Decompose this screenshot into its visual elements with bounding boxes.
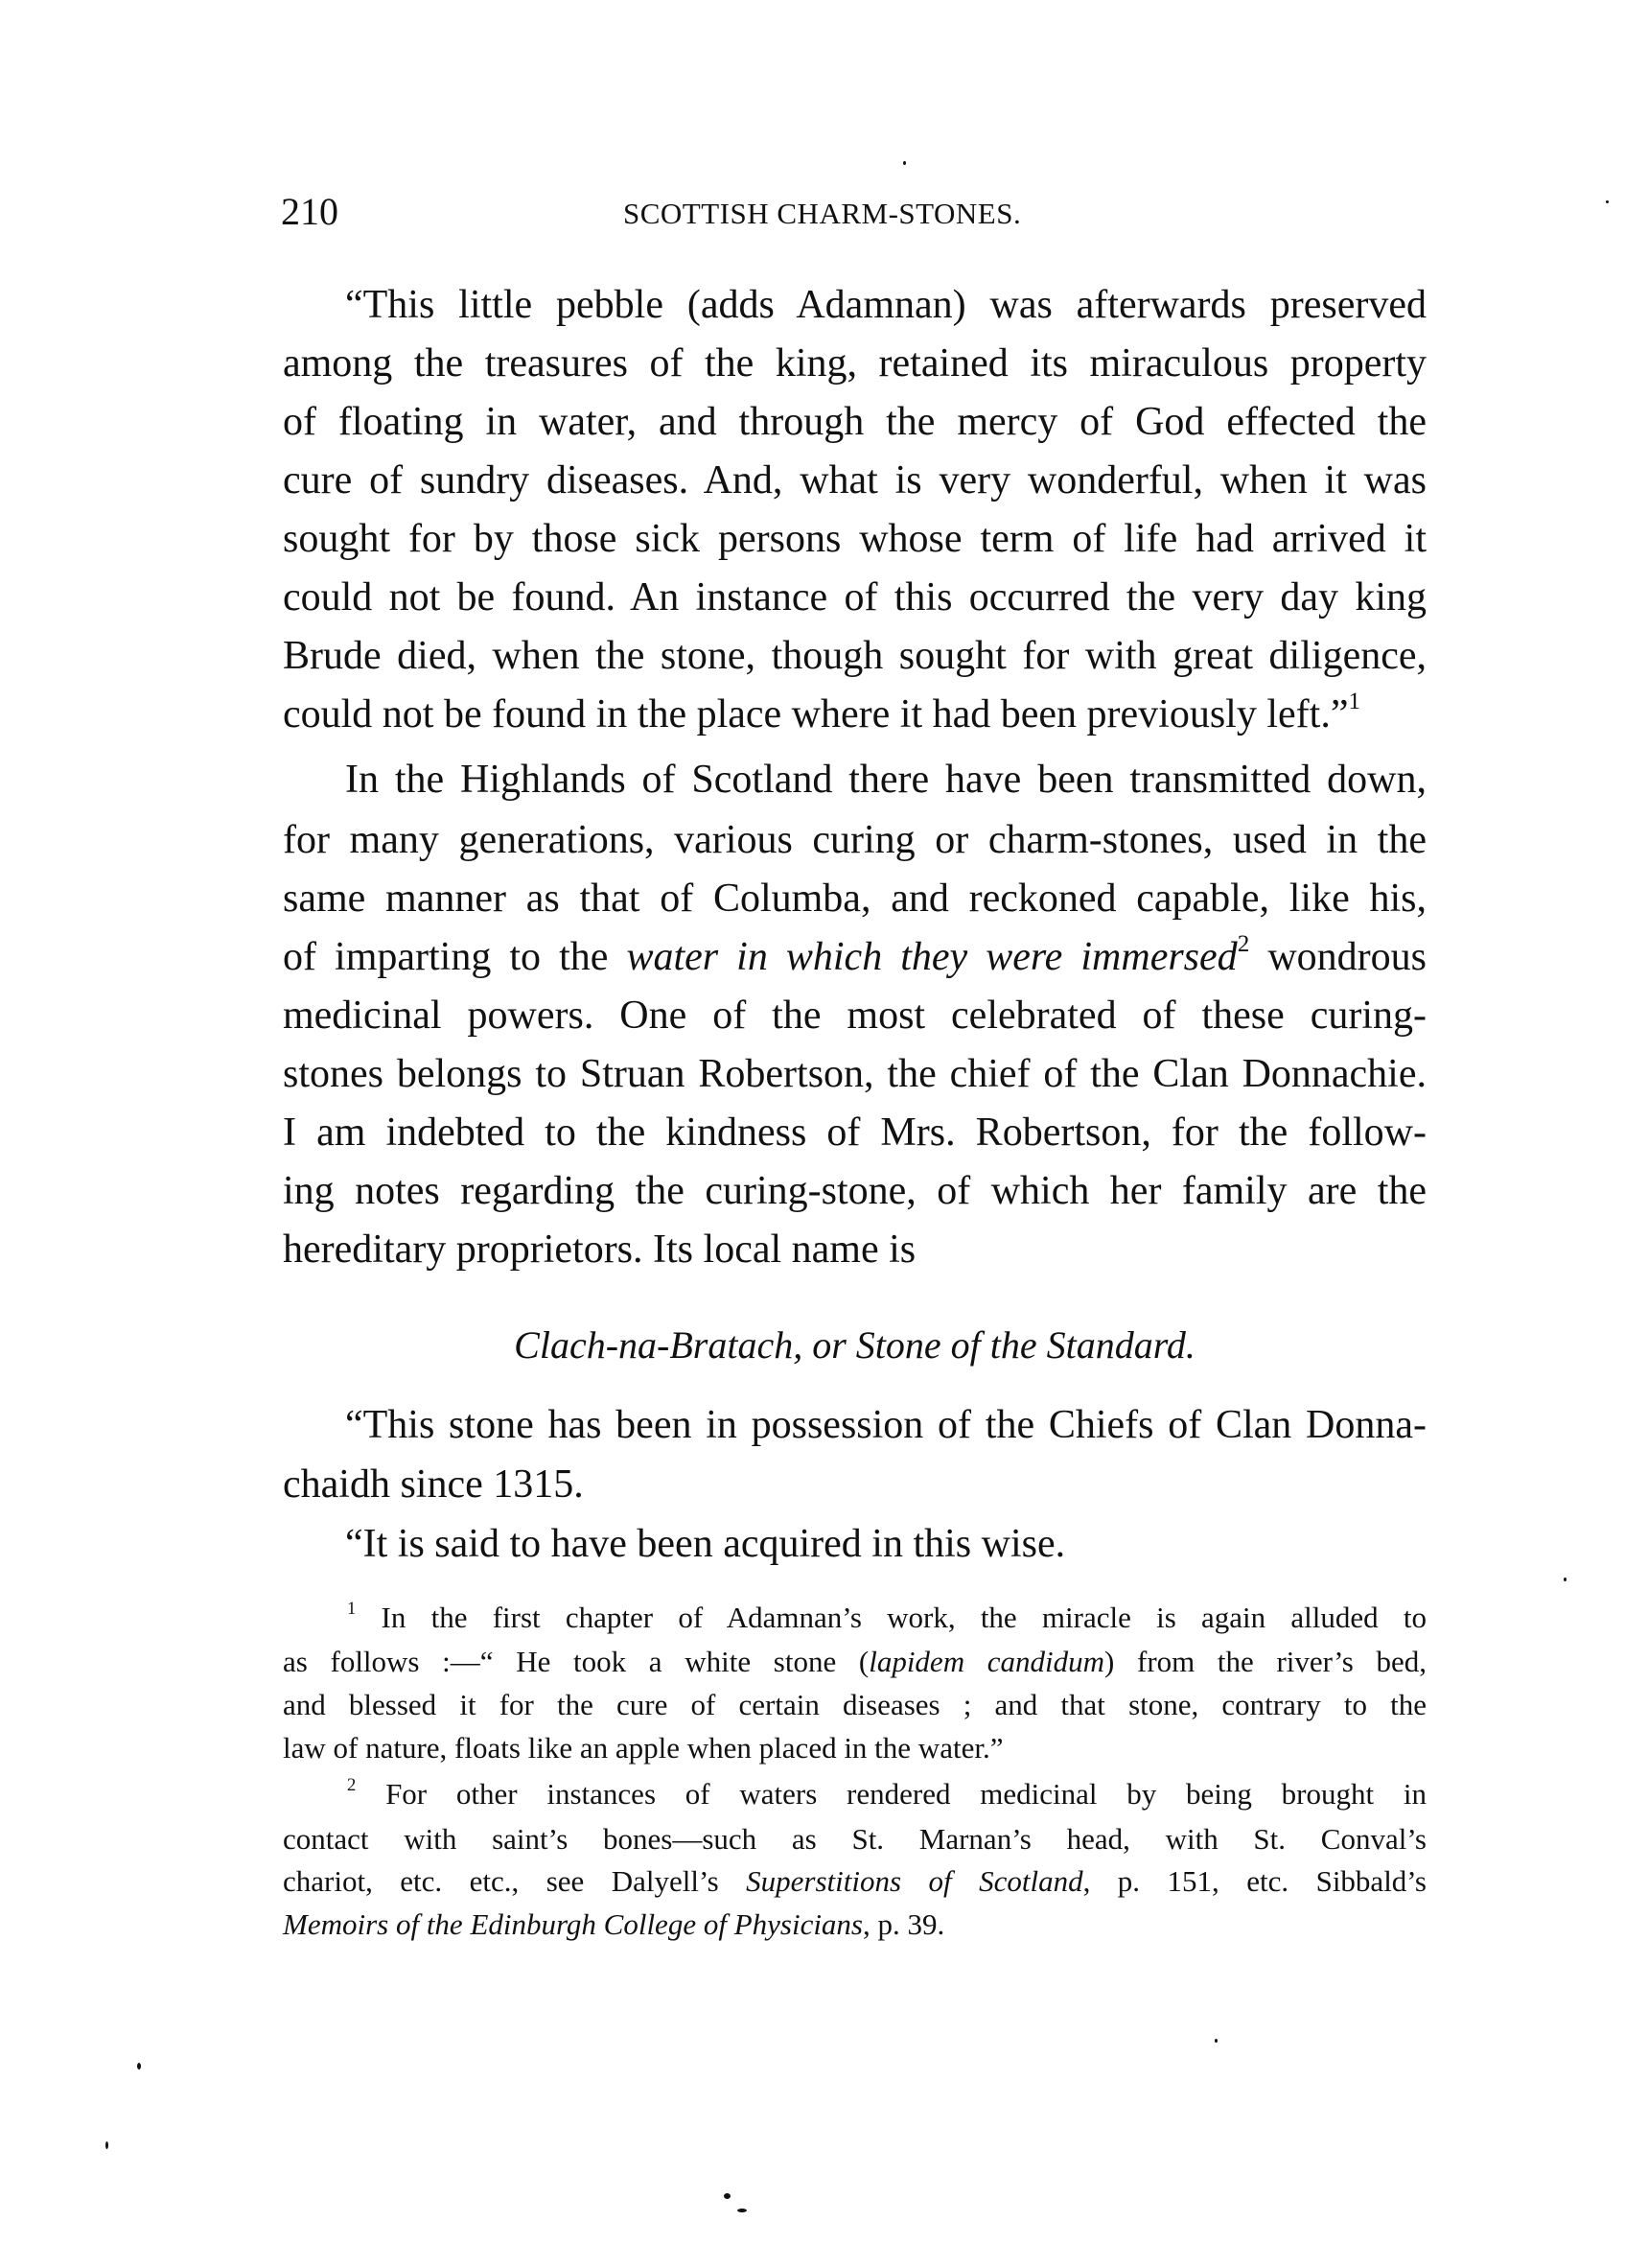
footnote-marker: 2: [347, 1775, 357, 1796]
text-span: For other instances of waters rendered medicinal by being brought in: [356, 1777, 1427, 1811]
text-span: of imparting to the: [283, 935, 627, 979]
footnote-line: [283, 1903, 1427, 1947]
footnote-line: [283, 1640, 1427, 1684]
italic-phrase: water in which they were immersed: [626, 935, 1238, 979]
running-head: [281, 188, 1427, 236]
text-line: stones belongs to Struan Robertson, the chief of the Clan Donnachie.: [283, 1052, 1427, 1096]
scan-speck: [137, 2063, 141, 2069]
footnote-line: [347, 1596, 1427, 1640]
running-title: SCOTTISH CHARM-STONES.: [623, 197, 1022, 230]
text-line: cure of sundry diseases. And, what is very wonderful, when it was: [283, 458, 1427, 503]
footnote-ref-1[interactable]: 1: [1348, 689, 1361, 715]
scan-speck: [105, 2141, 108, 2149]
text-line: hereditary proprietors. Its local name is: [283, 1228, 917, 1272]
text-span: , p. 39.: [863, 1907, 945, 1941]
text-line: “This stone has been in possession of the Chiefs of Clan Donna-: [345, 1403, 1427, 1447]
scan-speck: [724, 2193, 731, 2199]
scan-speck: [1564, 1578, 1567, 1581]
footnote-line: [347, 1772, 1427, 1816]
section-subheading: Clach-na-Bratach, or Stone of the Standard.: [514, 1323, 1195, 1367]
text-span: chariot, etc. etc., see Dalyell’s: [283, 1864, 747, 1898]
text-line: [283, 686, 1427, 744]
text-line: for many generations, various curing or charm-stones, used in the: [283, 818, 1427, 862]
scan-speck: [903, 161, 906, 165]
footnote-line: law of nature, floats like an apple when placed in the water.”: [283, 1731, 1004, 1765]
footnote-marker: 1: [347, 1599, 357, 1620]
text-span: as follows :—“ He took a white stone (: [283, 1645, 870, 1678]
text-line: chaidh since 1315.: [283, 1462, 584, 1507]
text-line: I am indebted to the kindness of Mrs. Robertson, for the follow-: [283, 1111, 1427, 1155]
text-span: , p. 151, etc. Sibbald’s: [1082, 1864, 1427, 1898]
page-number: 210: [281, 190, 338, 233]
italic-title: Memoirs of the Edinburgh College of Physicians: [283, 1907, 863, 1941]
text-line: same manner as that of Columba, and reckoned capable, like his,: [283, 877, 1427, 921]
italic-title: Superstitions of Scotland: [746, 1864, 1083, 1898]
text-line: ing notes regarding the curing-stone, of which her family are the: [283, 1169, 1427, 1213]
italic-phrase: lapidem candidum: [869, 1645, 1105, 1678]
text-line: “This little pebble (adds Adamnan) was afterwards preserved: [345, 283, 1427, 327]
text-line: [283, 928, 1427, 987]
text-line: sought for by those sick persons whose term of life had arrived it: [283, 517, 1427, 561]
footnote-ref-2[interactable]: 2: [1237, 931, 1250, 958]
scan-speck: [737, 2209, 747, 2212]
text-line: among the treasures of the king, retained its miraculous property: [283, 341, 1427, 386]
footnote-line: and blessed it for the cure of certain diseases ; and that stone, contrary to the: [283, 1688, 1427, 1721]
text-line: could not be found. An instance of this occurred the very day king: [283, 575, 1427, 620]
text-line: In the Highlands of Scotland there have been transmitted down,: [345, 758, 1427, 802]
scan-speck: [1606, 200, 1609, 203]
text-line: Brude died, when the stone, though sought for with great diligence,: [283, 634, 1427, 678]
scan-speck: [1215, 2039, 1218, 2043]
text-line: medicinal powers. One of the most celebrated of these curing-: [283, 994, 1427, 1038]
paragraph-acquired: “It is said to have been acquired in this wise.: [345, 1522, 1066, 1566]
text-span: could not be found in the place where it had been previously left.”: [283, 692, 1349, 737]
footnote-line: [283, 1859, 1427, 1904]
text-span: wondrous: [1249, 935, 1427, 979]
text-span: In the first chapter of Adamnan’s work, the miracle is again alluded to: [356, 1601, 1427, 1634]
text-span: ) from the river’s bed,: [1104, 1645, 1427, 1678]
text-line: of floating in water, and through the mercy of God effected the: [283, 400, 1427, 444]
footnote-line: contact with saint’s bones—such as St. Marnan’s head, with St. Conval’s: [283, 1822, 1427, 1856]
